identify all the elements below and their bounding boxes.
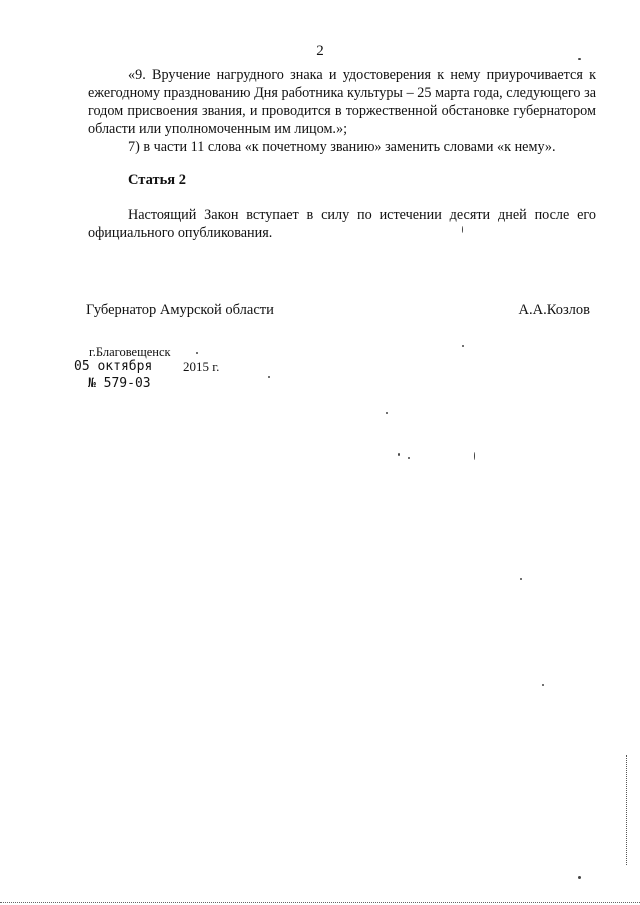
signatory-title: Губернатор Амурской области [86,302,274,318]
scan-speck [474,452,475,460]
scan-speck [578,876,581,879]
scan-speck [268,376,270,378]
paragraph-item-9: «9. Вручение нагрудного знака и удостоверения к нему приурочивается к ежегодному празднованию Дня работника культуры – 25 марта года, следующего за годом присвоения звания, и проводится в торжественной обстановке губернатором области или уполномоченным им лицом.»; [88,67,596,137]
article-2-text: Настоящий Закон вступает в силу по истечении десяти дней после его официального опубликования. [88,207,596,241]
signatory-name: А.А.Козлов [518,302,590,318]
scan-edge-right [626,755,628,865]
paragraph-item-7: 7) в части 11 слова «к почетному званию» заменить словами «к нему». [128,139,556,155]
article-2-heading: Статья 2 [128,172,186,188]
scan-speck [408,457,410,459]
page-number: 2 [316,43,324,59]
scan-speck [520,578,522,580]
law-number: № 579-03 [88,376,151,391]
scan-speck [196,352,198,354]
scan-speck [386,412,388,414]
scan-speck [542,684,544,686]
scan-edge-bottom [0,902,640,904]
scan-speck [462,226,463,233]
signing-date: 05 октября [74,359,153,374]
scan-speck [578,58,581,60]
scan-speck [398,453,400,456]
signing-place: г.Благовещенск [89,345,171,359]
signing-year: 2015 г. [183,359,220,374]
scan-speck [462,345,464,347]
